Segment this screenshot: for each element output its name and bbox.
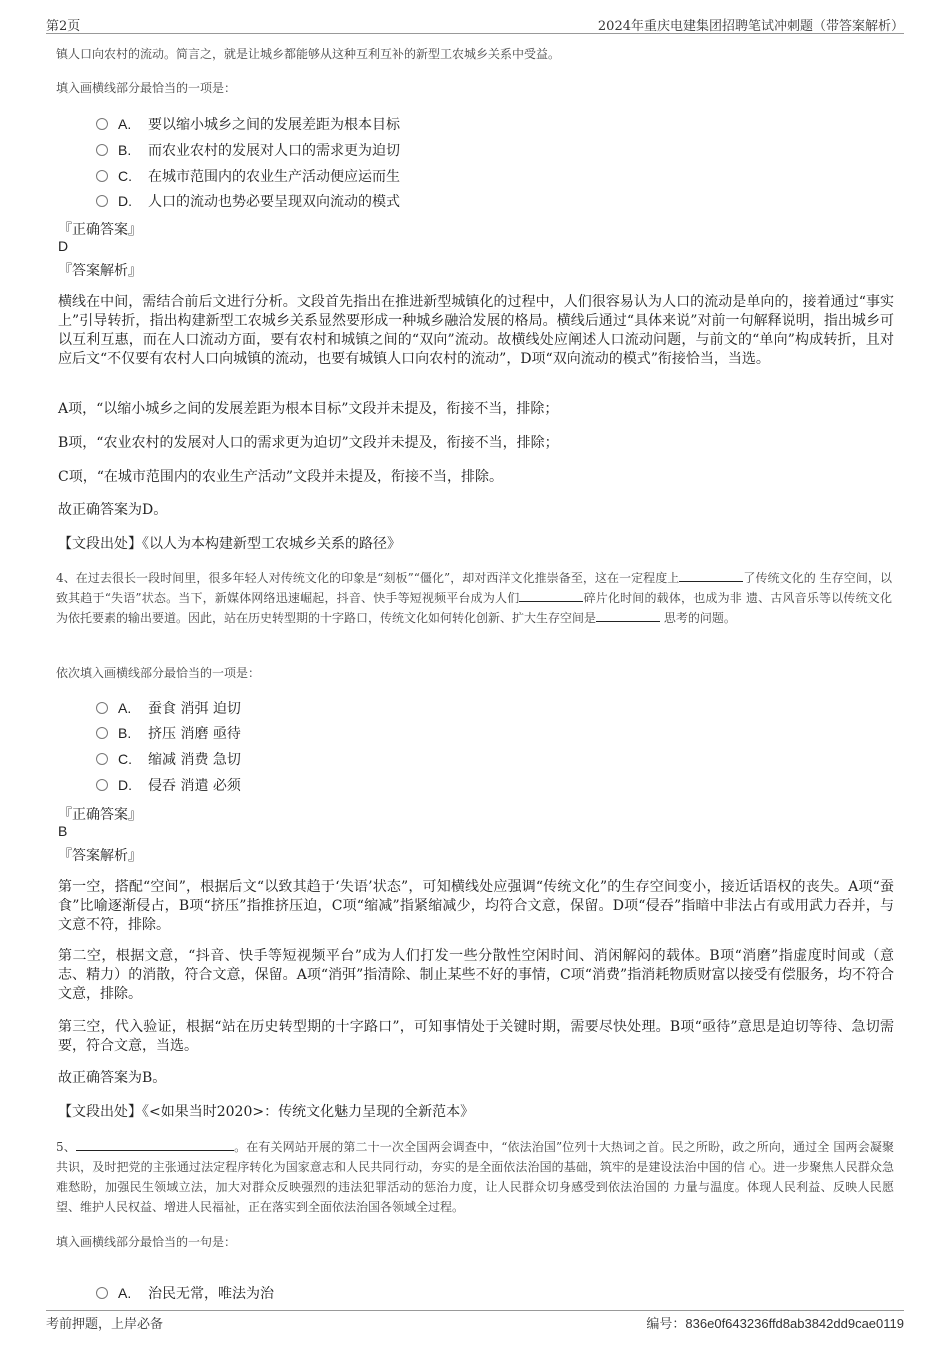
radio-icon[interactable] bbox=[96, 118, 108, 130]
radio-icon[interactable] bbox=[96, 702, 108, 714]
q4-option-c[interactable]: C. 缩减 消费 急切 bbox=[96, 748, 241, 770]
document-id: 编号：836e0f643236ffd8ab3842dd9cae0119 bbox=[646, 1315, 904, 1331]
q3-answer-label: 『正确答案』 bbox=[58, 222, 142, 238]
radio-icon[interactable] bbox=[96, 779, 108, 791]
q4-conclusion: 故正确答案为B。 bbox=[58, 1070, 167, 1086]
q3-answer: D bbox=[58, 238, 69, 254]
q3-option-d[interactable]: D. 人口的流动也势必要呈现双向流动的模式 bbox=[96, 190, 400, 212]
q4-passage: 4、在过去很长一段时间里，很多年轻人对传统文化的印象是“刻板”“僵化”，却对西洋文化推崇备至，这在一定程度上 了传统文化的 生存空间，以致其趋于“失语”状态。当下，新媒体网络迅速崛起，抖音、快手等短视频平台成为人们 碎片化时间的载体，也成为非 遗、古风音乐等以传统文化为依托要素的输出要道。因此，站在历史转型期的十字路口，传统文化如何转化创新、扩大生存空间是 思考的问题。 bbox=[56, 571, 892, 625]
q4-answer-label: 『正确答案』 bbox=[58, 807, 142, 823]
q5-prompt: 填入画横线部分最恰当的一句是： bbox=[56, 1235, 237, 1249]
radio-icon[interactable] bbox=[96, 170, 108, 182]
q3-source: 【文段出处】《以人为本构建新型工农城乡关系的路径》 bbox=[58, 536, 401, 552]
page-number: 第2页 bbox=[46, 18, 81, 34]
header-divider bbox=[46, 33, 904, 34]
page-header bbox=[46, 14, 904, 34]
blank-line bbox=[679, 569, 743, 582]
blank-line bbox=[596, 609, 660, 622]
q3-passage-tail: 镇人口向农村的流动。简言之，就是让城乡都能够从这种互利互补的新型工农城乡关系中受益。 bbox=[56, 47, 561, 61]
q4-prompt: 依次填入画横线部分最恰当的一项是： bbox=[56, 666, 261, 680]
blank-line bbox=[519, 589, 583, 602]
q4-option-a[interactable]: A. 蚕食 消弭 迫切 bbox=[96, 697, 241, 719]
q4-analysis-blank3: 第三空，代入验证，根据“站在历史转型期的十字路口”，可知事情处于关键时期，需要尽快处理。B项“亟待”意思是迫切等待、急切需要，符合文意，当选。 bbox=[58, 1019, 894, 1054]
q5-option-a[interactable]: A. 治民无常，唯法为治 bbox=[96, 1282, 274, 1304]
q4-source: 【文段出处】《<如果当时2020>：传统文化魅力呈现的全新范本》 bbox=[58, 1104, 475, 1120]
radio-icon[interactable] bbox=[96, 195, 108, 207]
q3-conclusion: 故正确答案为D。 bbox=[58, 502, 168, 518]
blank-line bbox=[76, 1138, 234, 1151]
radio-icon[interactable] bbox=[96, 753, 108, 765]
q3-analysis-label: 『答案解析』 bbox=[58, 263, 142, 279]
q3-option-c[interactable]: C. 在城市范围内的农业生产活动便应运而生 bbox=[96, 165, 400, 187]
q3-analysis-a: A项，“以缩小城乡之间的发展差距为根本目标”文段并未提及，衔接不当，排除； bbox=[58, 401, 559, 417]
q3-analysis-b: B项，“农业农村的发展对人口的需求更为迫切”文段并未提及，衔接不当，排除； bbox=[58, 435, 559, 451]
q3-option-b[interactable]: B. 而农业农村的发展对人口的需求更为迫切 bbox=[96, 139, 400, 161]
q3-analysis-c: C项，“在城市范围内的农业生产活动”文段并未提及，衔接不当，排除。 bbox=[58, 469, 504, 485]
radio-icon[interactable] bbox=[96, 1287, 108, 1299]
radio-icon[interactable] bbox=[96, 727, 108, 739]
footer-slogan: 考前押题，上岸必备 bbox=[46, 1316, 164, 1332]
q4-analysis-label: 『答案解析』 bbox=[58, 848, 142, 864]
q4-option-d[interactable]: D. 侵吞 消遣 必须 bbox=[96, 774, 241, 796]
q4-analysis-blank2: 第二空，根据文意，“抖音、快手等短视频平台”成为人们打发一些分散性空闲时间、消闲解闷的载体。B项“消磨”指虚度时间或（意志、精力）的消散，符合文意，保留。A项“消弭”指清除、制止某些不好的事情，C项“消费”指消耗物质财富以接受有偿服务，均不符合文意，排除。 bbox=[58, 948, 894, 1002]
footer-divider bbox=[46, 1310, 904, 1311]
q4-answer: B bbox=[58, 823, 68, 839]
radio-icon[interactable] bbox=[96, 144, 108, 156]
page-footer bbox=[46, 1312, 904, 1332]
q5-passage: 5、 。在有关网站开展的第二十一次全国两会调查中，“依法治国”位列十大热词之首。民之所盼，政之所向，通过全 国两会凝聚共识，及时把党的主张通过法定程序转化为国家意志和人民共同行动，夯实的是全面依法治国的基础，筑牢的是建设法治中国的信 心。进一步聚焦人民群众急难愁盼，加强民生领域立法，加大对群众反映强烈的违法犯罪活动的惩治力度，让人民群众切身感受到依法治国的 力量与温度。体现人民利益、反映人民愿望、维护人民权益、增进人民福祉，正在落实到全面依法治国各领域全过程。 bbox=[56, 1140, 894, 1214]
q4-analysis-blank1: 第一空，搭配“空间”，根据后文“以致其趋于‘失语’状态”，可知横线处应强调“传统文化”的生存空间变小，接近话语权的丧失。A项“蚕食”比喻逐渐侵占，B项“挤压”指推挤压迫，C项“缩减”指紧缩减少，均符合文意，保留。D项“侵吞”指暗中非法占有或用武力吞并，与文意不符，排除。 bbox=[58, 879, 894, 933]
q4-option-b[interactable]: B. 挤压 消磨 亟待 bbox=[96, 722, 241, 744]
q3-option-a[interactable]: A. 要以缩小城乡之间的发展差距为根本目标 bbox=[96, 113, 400, 135]
document-title: 2024年重庆电建集团招聘笔试冲刺题（带答案解析） bbox=[597, 18, 904, 34]
q3-prompt: 填入画横线部分最恰当的一项是： bbox=[56, 81, 237, 95]
q3-analysis-main: 横线在中间，需结合前后文进行分析。文段首先指出在推进新型城镇化的过程中，人们很容易认为人口的流动是单向的，接着通过“事实上”引导转折，指出构建新型工农城乡关系显然要形成一种城乡融洽发展的格局。横线后通过“具体来说”对前一句解释说明，指出城乡可以互利互惠，而在人口流动方面，要有农村和城镇之间的“双向”流动。故横线处应阐述人口流动问题，与前文的“单向”构成转折，且对应后文“不仅要有农村人口向城镇的流动，也要有城镇人口向农村的流动”，D项“双向流动的模式”衔接恰当，当选。 bbox=[58, 294, 894, 367]
